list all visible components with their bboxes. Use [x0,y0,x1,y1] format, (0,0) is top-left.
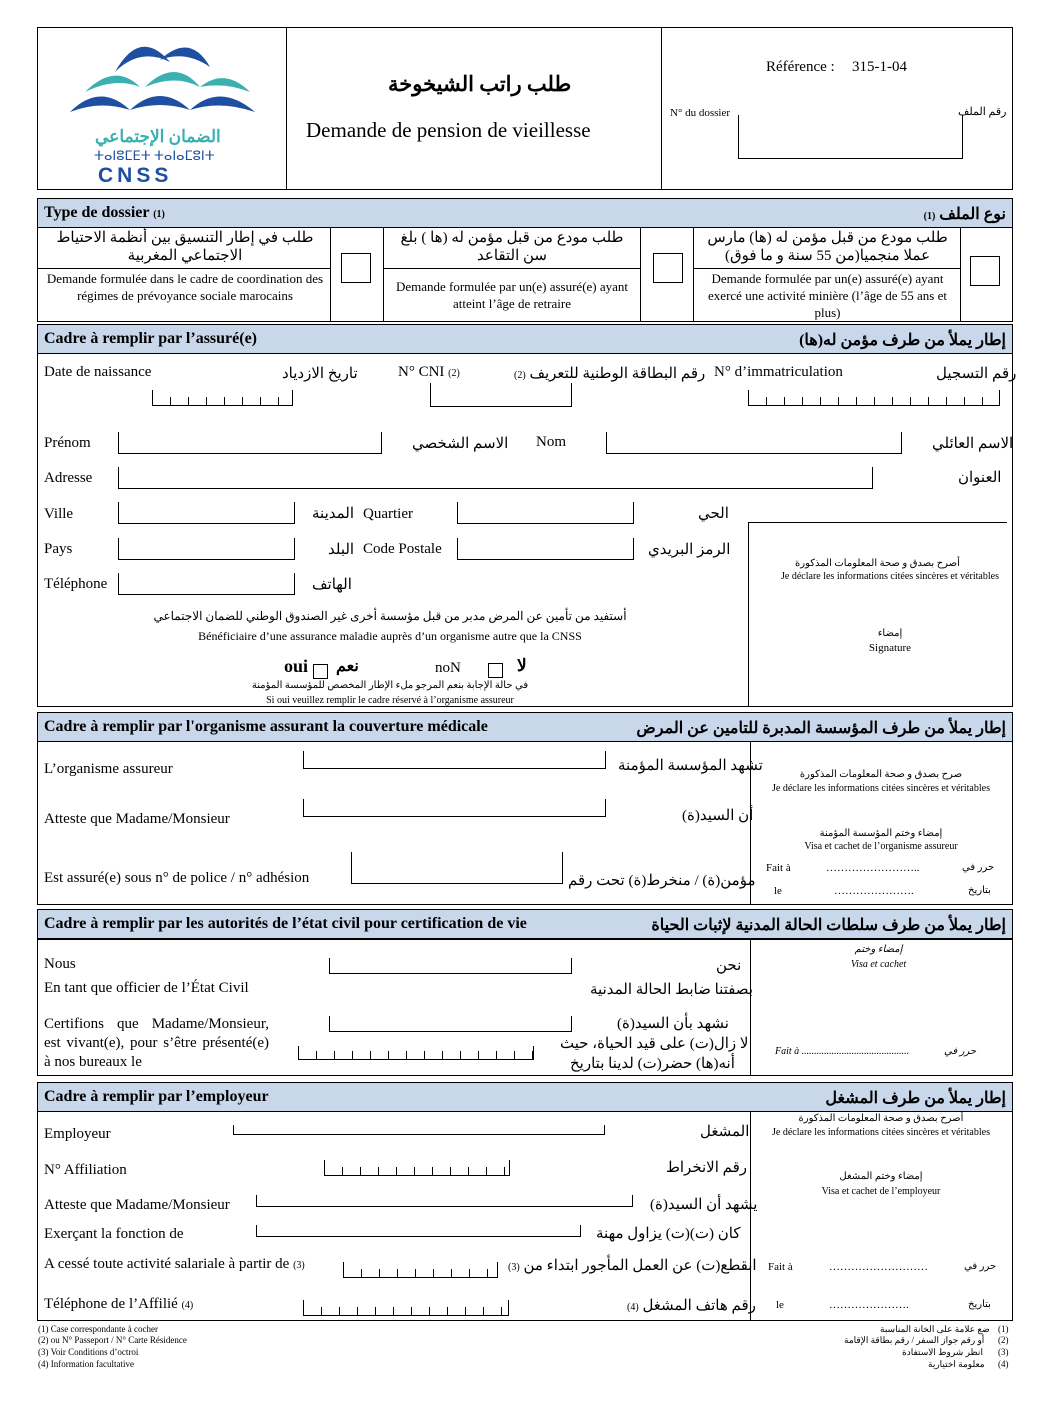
nom-label-ar: الاسم العائلي [932,436,1014,452]
certification-ar-2: لا زال(ت) على قيد الحياة، حيث [560,1036,749,1052]
employeur-header: Cadre à remplir par l’employeur إطار يملأ من طرف المشغل [37,1082,1013,1112]
certification-date-input[interactable] [298,1046,534,1060]
pays-input[interactable] [118,538,295,560]
divider [693,268,961,269]
police-label: Est assuré(e) sous n° de police / n° adhésion [44,870,310,886]
org-visa-fr: Visa et cachet de l’organisme assureur [804,841,958,852]
footnote-num-1: (1) [998,1324,1009,1334]
logo-arabic: الضمان الإجتماعي [95,127,221,146]
logo-cnss: CNSS [98,164,173,187]
etat-visa-fr: Visa et cachet [850,959,907,970]
option-miniere-ar: طلب مودع من قبل مؤمن له (ها) مارس عملا منجميا(من 55 سنة و ما فوق) [707,230,948,264]
cnss-logo-icon [60,32,260,132]
empl-declaration-ar: أصرح بصدق و صحة المعلومات المذكورة [798,1113,964,1124]
empl-fait-label: Fait à [768,1261,793,1273]
code-postal-label: Code Postale [363,541,442,557]
org-le-input[interactable]: …………………. [834,885,914,897]
immatriculation-label-ar: رقم التسجيل [936,366,1017,382]
note-fr: Si oui veuillez remplir le cadre réservé à l’organisme assureur [266,695,514,706]
org-harr-label: حرر في [962,862,995,873]
code-postal-label-ar: الرمز البريدي [648,542,731,558]
officier-label-ar: بصفتنا ضابط الحالة المدنية [590,982,753,998]
divider [750,1111,751,1321]
etat-harr-label: حرر في [944,1046,977,1057]
certification-person-input[interactable] [329,1016,572,1032]
etat-civil-header: Cadre à remplir par les autorités de l’état civil pour certification de vie إطار يملأ من طرف سلطات الحالة المدنية لإثبات الحياة [37,909,1013,939]
cessation-label: A cessé toute activité salariale à partir de (3) [44,1256,305,1272]
police-input[interactable] [351,852,563,884]
empl-fait-input[interactable]: ……………………… [829,1261,928,1273]
nom-label: Nom [536,434,566,450]
cni-label-ar: رقم البطاقة الوطنية للتعريف (2) [514,366,706,382]
cessation-input[interactable] [343,1262,498,1278]
employeur-frame [37,1111,1013,1321]
option-miniere-checkbox[interactable] [970,256,1000,286]
footnote-2: (2) ou N° Passeport / N° Carte Résidence [38,1335,187,1345]
telephone-affilie-input[interactable] [303,1300,509,1316]
code-postal-input[interactable] [457,538,634,560]
empl-bitarikh-label: بتاريخ [968,1299,991,1310]
divider [960,227,961,322]
employeur-label: Employeur [44,1126,111,1142]
non-label: noN [435,660,461,676]
employeur-input[interactable] [233,1125,605,1135]
note-ar: في حالة الإجابة بنعم المرجو ملء الإطار المخصص للمؤسسة المؤمنة [251,680,529,691]
etat-fait-input[interactable]: Fait à ........................................... [775,1046,910,1057]
fonction-input[interactable] [256,1225,581,1237]
org-fait-label: Fait à [766,862,791,874]
naam-label: نعم [336,658,359,675]
organisme-header: Cadre à remplir par l'organisme assurant la couverture médicale إطار يملأ من طرف المؤسسة المدبرة للتامين عن المرض [37,712,1013,742]
type-dossier-header: Type de dossier (1) نوع الملف (1) [37,198,1013,228]
divider [693,227,694,322]
affiliation-label: N° Affiliation [44,1162,127,1178]
divider [640,227,641,322]
organisme-label: L’organisme assureur [44,761,173,777]
reference-label: Référence : [766,59,835,75]
la-label: لا [517,656,527,675]
empl-le-label: le [776,1299,784,1311]
quartier-label-ar: الحي [698,506,729,522]
fonction-label: Exerçant la fonction de [44,1226,184,1242]
option-coordination-fr: Demande formulée dans le cadre de coordination des régimes de prévoyance sociale marocains [46,271,324,303]
reference-value: 315-1-04 [852,59,907,75]
telephone-affilie-label-ar: رقم هاتف المشغل (4) [627,1298,756,1314]
footnote-3: (3) Voir Conditions d’octroi [38,1347,139,1357]
etat-visa-ar: إمضاء وختم [854,944,903,955]
cni-input[interactable] [430,383,572,407]
fonction-label-ar: كان (ت)(ت) يزاول مهنة [596,1226,741,1242]
option-miniere-fr: Demande formulée par un(e) assuré(e) ayant exercé une activité minière (l’âge de 55 ans et plus) [708,271,947,320]
option-coordination-checkbox[interactable] [341,253,371,283]
footnote-num-3: (3) [998,1347,1009,1357]
org-bitarikh-label: بتاريخ [968,885,991,896]
organisme-label-ar: تشهد المؤسسة المؤمنة [618,758,763,774]
ville-label-ar: المدينة [312,506,355,522]
empl-visa-ar: إمضاء وختم المشغل [839,1171,923,1182]
empl-declaration-fr: Je déclare les informations citées sincères et véritables [772,1127,990,1138]
beneficiaire-ar: أستفيد من تأمين عن المرض مدبر من قبل مؤسسة أخرى غير الصندوق الوطني للضمان الاجتماعي [153,609,627,623]
option-retraite-fr: Demande formulée par un(e) assuré(e) ayant atteint l’âge de retraire [395,279,629,311]
nous-label: Nous [44,956,76,972]
footnote-num-4: (4) [998,1359,1009,1369]
empl-harr-label: حرر في [964,1261,997,1272]
footnote-ar-3: انظر شروط الاستفادة [902,1347,983,1357]
org-declaration-fr: Je déclare les informations citées sincères et véritables [772,783,990,794]
certification-ar-3: أنه(ها) حضر(ت) لدينا بتاريخ [570,1056,735,1072]
footnote-num-2: (2) [998,1335,1009,1345]
employeur-atteste-input[interactable] [256,1195,633,1207]
prenom-input[interactable] [118,432,382,454]
option-retraite-checkbox[interactable] [653,253,683,283]
title-arabic: طلب راتب الشيخوخة [388,72,572,96]
pays-label-ar: البلد [328,542,355,558]
org-visa-ar: إمضاء وختم المؤسسة المؤمنة [819,828,943,839]
divider [383,268,641,269]
telephone-label-ar: الهاتف [312,577,352,593]
footnote-4: (4) Information facultative [38,1359,134,1369]
telephone-label: Téléphone [44,576,108,592]
footnote-ar-4: معلومة اختيارية [928,1359,985,1369]
prenom-label-ar: الاسم الشخصي [412,436,509,452]
divider [748,522,1007,523]
assure-header: Cadre à remplir par l’assuré(e) إطار يملأ من طرف مؤمن له(ها) [37,324,1013,354]
org-fait-input[interactable]: …………………….. [826,862,920,874]
divider [330,227,331,322]
divider [383,227,384,322]
pays-label: Pays [44,541,73,557]
dossier-number-input[interactable] [738,115,963,159]
employeur-label-ar: المشغل [700,1124,750,1140]
footnote-ar-1: ضع علامة على الخانة المناسبة [880,1324,990,1334]
oui-checkbox[interactable] [313,664,328,679]
affiliation-input[interactable] [324,1160,510,1176]
quartier-label: Quartier [363,506,413,522]
divider [37,268,331,269]
organisme-input[interactable] [303,751,606,769]
ville-label: Ville [44,506,74,522]
quartier-input[interactable] [457,502,634,524]
header-divider [661,27,662,190]
employeur-atteste-label-ar: يشهد أن السيد(ة) [650,1197,758,1213]
dossier-label-fr: N° du dossier [670,107,731,119]
certification-text: Certifions que Madame/Monsieur, est vivant(e), pour s’être présenté(e) à nos bureaux le [44,1016,269,1070]
divider [750,939,751,1076]
declaration-fr: Je déclare les informations citées sincères et véritables [781,571,999,582]
org-declaration-ar: صرح بصدق و صحة المعلومات المذكورة [799,769,963,780]
declaration-ar: أصرح بصدق و صحة المعلومات المذكورة [795,558,960,569]
cessation-label-ar: انقطع(ت) عن العمل المأجور ابتداء من (3) [508,1258,757,1274]
signature-label-fr: Signature [868,642,912,654]
affiliation-label-ar: رقم الانخراط [666,1160,748,1176]
prenom-label: Prénom [44,435,91,451]
telephone-affilie-label: Téléphone de l’Affilié (4) [44,1296,194,1312]
beneficiaire-fr: Bénéficiaire d’une assurance maladie auprès d’un organisme autre que la CNSS [198,629,582,643]
option-retraite-ar: طلب مودع من قبل مؤمن له (ها ) بلغ سن التقاعد [400,230,624,264]
oui-label: oui [284,656,309,676]
immatriculation-label: N° d’immatriculation [714,364,843,380]
atteste-label-ar: أن السيد(ة) [682,808,754,824]
adresse-label-ar: العنوان [958,470,1002,486]
footnote-ar-2: أو رقم جواز السفر / رقم بطاقة الإقامة [844,1335,985,1345]
option-coordination-ar: طلب في إطار التنسيق بين أنظمة الاحتياط الاجتماعي المغربية [56,230,314,264]
dob-label: Date de naissance [44,364,152,380]
immatriculation-input[interactable] [748,390,1000,406]
nous-input[interactable] [329,958,572,974]
adresse-label: Adresse [44,470,93,486]
adresse-input[interactable] [118,467,873,489]
certification-ar-1: نشهد بأن السيد(ة) [617,1016,729,1032]
nom-input[interactable] [606,432,902,454]
police-label-ar: مؤمن(ة) / منخرط(ة) تحت رقم [568,873,756,889]
org-le-label: le [774,885,782,897]
atteste-label: Atteste que Madame/Monsieur [44,811,230,827]
employeur-atteste-label: Atteste que Madame/Monsieur [44,1197,230,1213]
footnote-1: (1) Case correspondante à cocher [38,1324,158,1334]
atteste-input[interactable] [303,799,606,817]
empl-le-input[interactable]: …………………. [829,1299,909,1311]
dob-input[interactable] [152,390,293,406]
cni-label: N° CNI (2) [398,364,460,380]
ville-input[interactable] [118,502,295,524]
dob-label-ar: تاريخ الازدياد [282,366,358,382]
empl-visa-fr: Visa et cachet de l’employeur [821,1186,941,1197]
signature-label-ar: إمضاء [877,628,903,639]
divider [748,522,749,707]
dossier-label-ar: رقم الملف [958,106,1007,118]
nous-label-ar: نحن [716,958,742,974]
header-divider [286,27,287,190]
non-checkbox[interactable] [488,663,503,678]
cnss-logo [60,32,260,188]
title-french: Demande de pension de vieillesse [306,118,591,142]
telephone-input[interactable] [118,573,295,595]
logo-tifinagh: ⵜⴰⵏⵓⵎⴹⵜ ⵜⴰⵏⴰⵎⵓⵏⵜ [94,148,215,163]
officier-label: En tant que officier de l’État Civil [44,980,249,996]
